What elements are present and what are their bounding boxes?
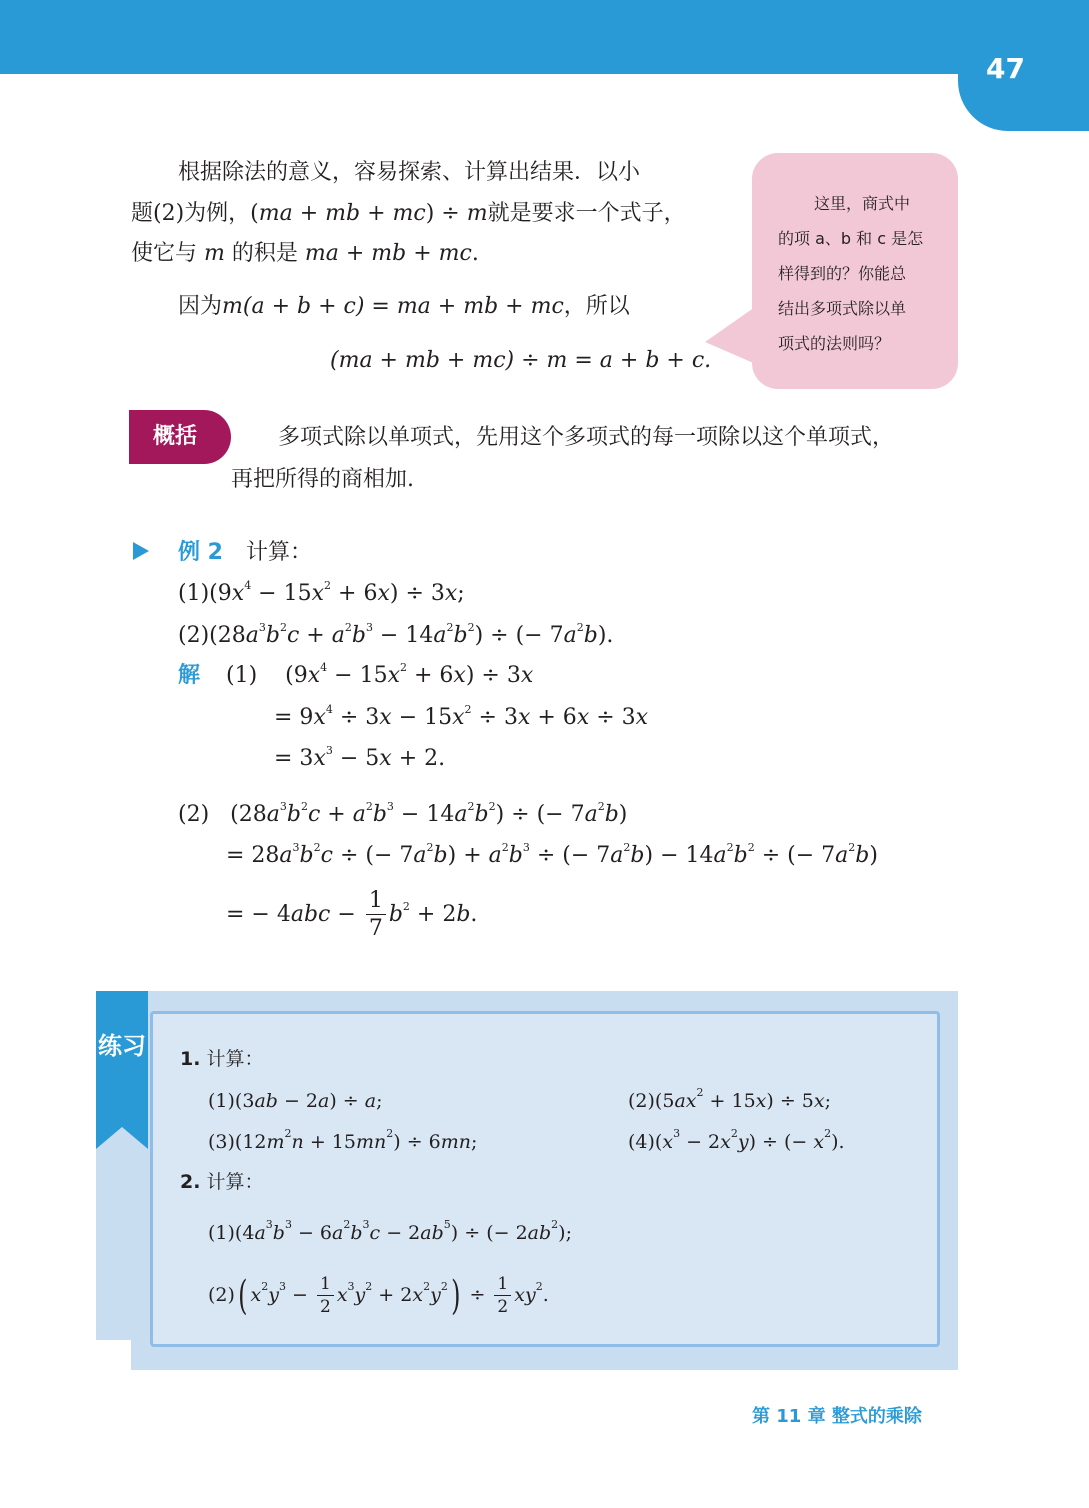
chapter-footer: 第 11 章 整式的乘除 — [752, 1406, 922, 1427]
solution-label: 解 — [178, 663, 201, 688]
solution-2-line-1: (2) $(28a^3b^2c + a^2b^3 - 14a^2b^2)$ ÷ (− $7a^2b$) — [178, 800, 628, 827]
example-sub-1: $(1)(9x^4 - 15x^2 + 6x) \div 3x$; — [178, 579, 465, 606]
fraction-one-seventh: $\frac{1}{7}$ — [366, 890, 386, 940]
solution-1-line-3: = $3x^3 - 5x + 2$. — [274, 744, 446, 771]
solution-2-line-3: = − 4abc − $\frac{1}{7}$ $b^2 + 2b$. — [226, 888, 478, 941]
solution-2-line-2: = $28a^3b^2c$ ÷ (− $7a^2b) + a^2b^3$ ÷ (− $7a^2b) - 14a^2b^2$ ÷ (− $7a^2b$) — [226, 841, 878, 868]
practice-ribbon-label: 练习 — [98, 1032, 146, 1060]
intro-line-1: 根据除法的意义，容易探索、计算出结果．以小 — [178, 160, 641, 185]
practice-q1-title: 1. 计算： — [180, 1048, 264, 1070]
solution-1-line-2: = $9x^4 \div 3x - 15x^2 \div 3x + 6x \div 3x$ — [274, 703, 649, 730]
solution-1-line-1: (1) $(9x^4 - 15x^2 + 6x) \div 3x$ — [226, 661, 534, 688]
practice-q2-title: 2. 计算： — [180, 1171, 264, 1193]
practice-q2-2: (2)( $x^2y^3$ − $\frac{1}{2}$ $x^3y^2 + 2x^2y^2$) ÷ $\frac{1}{2}$ $xy^2$. — [208, 1273, 549, 1319]
result-equation: (ma + mb + mc) ÷ m = a + b + c. — [330, 348, 712, 373]
example-title: 计算： — [246, 540, 313, 565]
hint-text: 这里，商式中 的项 a、b 和 c 是怎 样得到的？你能总 结出多项式除以单 项式的法则吗？ — [778, 194, 924, 353]
example-sub-2: $(2)(28a^3b^2c + a^2b^3 - 14a^2b^2)$ ÷ (− $7a^2b$). — [178, 621, 614, 648]
practice-q1-2: $(2)(5ax^2 + 15x) \div 5x$; — [628, 1086, 832, 1112]
because-line: 因为m(a + b + c) = ma + mb + mc，所以 — [178, 294, 630, 319]
practice-corner — [96, 1340, 131, 1370]
summary-line-1: 多项式除以单项式，先用这个多项式的每一项除以这个单项式， — [278, 425, 895, 450]
summary-tag: 概括 — [129, 410, 231, 464]
summary-line-2: 再把所得的商相加. — [231, 467, 414, 492]
example-label: 例 2 — [178, 540, 223, 565]
intro-line-2: 题(2)为例，(ma + mb + mc) ÷ m就是要求一个式子， — [131, 201, 686, 226]
practice-q1-4: $(4)(x^3 - 2x^2y)$ ÷ (− $x^2$). — [628, 1127, 845, 1153]
practice-q1-1: (1)(3ab − 2a) ÷ a; — [208, 1090, 383, 1112]
practice-q1-3: $(3)(12m^2n + 15mn^2) \div 6mn$; — [208, 1127, 478, 1153]
header-bar — [0, 0, 1089, 74]
practice-ribbon — [96, 991, 148, 1149]
practice-q2-1: $(1)(4a^3b^3 - 6a^2b^3c - 2ab^5)$ ÷ (− $2ab^2$); — [208, 1218, 572, 1244]
example-arrow-icon — [133, 542, 149, 560]
intro-line-3: 使它与 m 的积是 ma + mb + mc. — [131, 241, 479, 266]
page-number: 47 — [986, 52, 1025, 85]
